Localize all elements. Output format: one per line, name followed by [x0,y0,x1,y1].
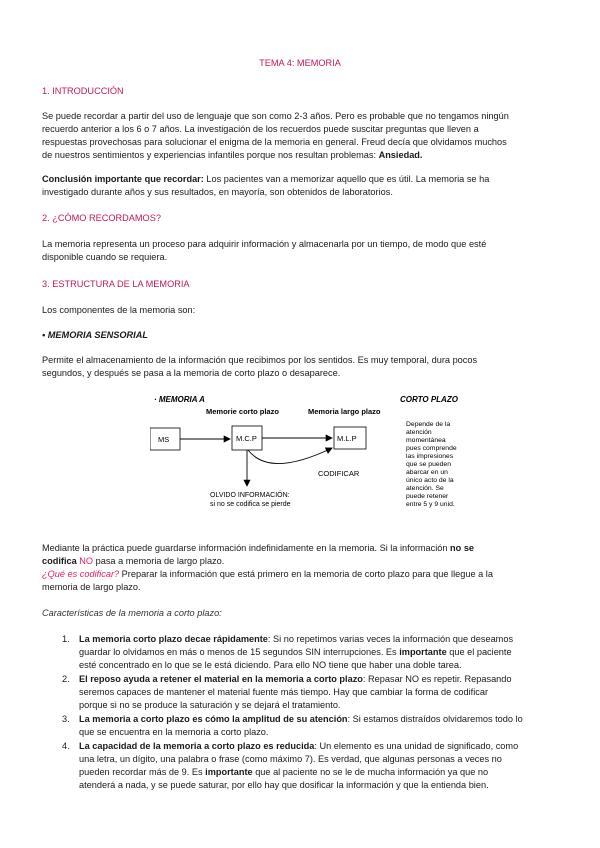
mcp-label: M.C.P [236,434,257,443]
codificar-answer-line-2: memoria de largo plazo. [42,582,141,592]
note-line: abarcar en un [406,469,448,476]
conclusion-line-2: investigado durante años y sus resultados, en mayoría, son obtenidos de laboratorios. [42,187,393,197]
item-bold: importante [205,767,253,777]
ms-label: MS [158,435,170,444]
list-number: 4. [62,741,70,751]
diagram-memoria-a: · MEMORIA A [154,395,205,404]
diagram-mcp-caption: Memorie corto plazo [206,407,279,416]
list-number: 3. [62,714,70,724]
note-line: pues comprende [406,445,457,452]
intro-line-1: Se puede recordar a partir del uso de lenguaje que son como 2-3 años. Pero es probable que no tengamos ningún [42,111,509,121]
section-heading-estructura: 3. ESTRUCTURA DE LA MEMORIA [42,279,190,289]
item-bold: importante [399,647,447,657]
list-text: esté concentrado en lo que se le está diciendo. Para ello NO tiene que haber una doble tarea. [79,660,462,670]
conclusion-text: Los pacientes van a memorizar aquello que es útil. La memoria se ha [203,174,490,184]
list-text: atenderá a nada, y se puede saturar, por ello hay que dosificar la información y que la entienda bien. [79,780,489,790]
section-heading-introduccion: 1. INTRODUCCIÓN [42,86,124,96]
corto-plazo-note [406,421,457,508]
note-line: entre 5 y 9 unid. [406,501,455,508]
olvido-line-1: OLVIDO INFORMACIÓN: [210,492,290,499]
note-line: atención. Se [406,485,444,492]
note-line: atención [406,429,432,436]
item-title: La memoria corto plazo decae rápidamente [79,634,268,644]
list-text: que se encuentra en la memoria a corto plazo. [79,727,269,737]
codificar-answer: Preparar la información que está primero en la memoria de corto plazo para que llegue a la [119,569,493,579]
diagram-corto-plazo: CORTO PLAZO [400,395,458,404]
item-title: El reposo ayuda a retener el material en la memoria a corto plazo [79,674,363,684]
practice-line-1 [42,542,558,555]
note-line: que se pueden [406,461,451,468]
item-text: : Repasar NO es repetir. Repasando [362,674,512,684]
note-line: las impresiones [406,453,454,460]
list-text: una letra, un dígito, una palabra o frase (como máximo 7). Es verdad, que algunas personas a veces no [79,754,502,764]
section-heading-como-recordamos: 2. ¿CÓMO RECORDAMOS? [42,213,161,223]
estructura-intro: Los componentes de la memoria son: [42,305,196,315]
codificar-label: CODIFICAR [318,469,360,478]
practice-line-2 [42,555,558,568]
intro-line-4-text: de nuestros sentimientos y experiencias infantiles porque nos resultan problemas: [42,150,379,160]
list-text [79,766,558,779]
como-line-2: disponible cuando se requiera. [42,252,168,262]
item-text: que al paciente no se le de mucha información ya que no [252,767,489,777]
item-text: : Si no repetimos varias veces la información que deseamos [267,634,514,644]
diagram-mlp-caption: Memoria largo plazo [308,407,381,416]
list-number: 1. [62,634,70,644]
codifica-word: codifica [42,556,77,566]
mlp-label: M.L.P [337,434,357,443]
item-text: guardar lo olvidamos en más o menos de 15 segundos SIN interrupciones. Es [79,647,400,657]
item-title: La capacidad de la memoria a corto plazo es reducida [79,741,315,751]
anxiety-word: Ansiedad. [378,150,423,160]
no-word: NO [79,556,94,566]
item-title: La memoria a corto plazo es cómo la amplitud de su atención [79,714,348,724]
codificar-question: ¿Qué es codificar? [42,569,120,579]
intro-line-4 [42,149,558,162]
sensorial-line-2: segundos, y después se pasa a la memoria de corto plazo o desaparece. [42,368,341,378]
note-line: Depende de la [406,421,451,428]
item-text: pueden recordar más de 9. Es [79,767,206,777]
list-text [79,673,558,686]
list-text: porque si no se produce la saturación y se dejará el tratamiento. [79,700,341,710]
list-number: 2. [62,674,70,684]
list-text [79,646,558,659]
page-title: TEMA 4: MEMORIA [259,58,341,68]
note-line: puede retener [406,493,449,500]
conclusion-line-1 [42,173,558,186]
sensorial-line-1: Permite el almacenamiento de la información que recibimos por los sentidos. Es muy temporal, dura pocos [42,355,478,365]
practice-bold: no se [450,543,475,553]
codificar-question-line [42,568,558,581]
note-line: momentánea [406,437,446,444]
practice-text: Mediante la práctica puede guardarse información indefinidamente en la memoria. Si la información [42,543,451,553]
como-line-1: La memoria representa un proceso para adquirir información y almacenarla por un tiempo, de modo que esté [42,239,487,249]
list-text [79,740,558,753]
characteristics-heading: Características de la memoria a corto plazo: [42,608,222,618]
list-text: seremos capaces de mantener el material fuente más tiempo. Hay que cambiar la forma de codificar [79,687,489,697]
list-text [79,713,558,726]
note-line: único acto de la [406,477,454,484]
memory-diagram [150,390,510,530]
item-text: : Si estamos distraídos olvidaremos todo lo [347,714,523,724]
intro-line-2: recuerdo anterior a los 6 o 7 años. La investigación de los recuerdos puede suscitar preguntas que lleven a [42,124,479,134]
practice-text-2: pasa a memoria de largo plazo. [93,556,225,566]
list-text [79,633,558,646]
item-text: : Un elemento es una unidad de significado, como [314,741,519,751]
intro-line-3: respuestas provechosas para solucionar el enigma de la memoria en general. Freud decía que olvidamos muchos [42,137,507,147]
memoria-sensorial-heading: • MEMORIA SENSORIAL [42,330,148,340]
item-text: que el paciente [446,647,512,657]
conclusion-label: Conclusión importante que recordar: [42,174,204,184]
olvido-line-2: si no se codifica se pierde [210,501,291,508]
